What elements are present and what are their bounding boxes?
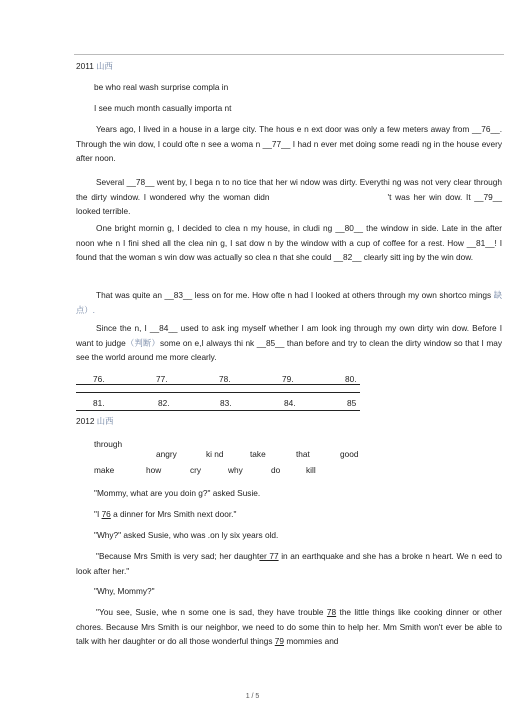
dialogue-line-1: "Mommy, what are you doin g?" asked Susie.: [94, 488, 261, 498]
wordbank-word: do: [271, 465, 281, 475]
paragraph-1: Years ago, I lived in a house in a large city. The hous e n ext door was only a few meters away from __76__. Through the win dow, I could ofte n see a woma n __77__ I had n ever met doing some readi ng in the house every after noon.: [76, 124, 502, 163]
dialogue-paragraph-6: "You see, Susie, whe n some one is sad, they have trouble 78 the little things like cooking dinner or other chores. Because Mrs Smith is our neighbor, we need to do some thin to help her. Mm Smith won't ever be able to talk with her daughter or do all those wonderful things 79 mommies and: [76, 607, 502, 646]
answer-rule-bottom: [76, 410, 360, 411]
paragraph-5: Since the n, I __84__ used to ask ing myself whether I am look ing through my own dirty win dow. Before I want to judge（判断）some on e,I always thi nk __85__ than before and try to clean the dirty window so that I may see the world around me more clearly.: [76, 323, 503, 362]
answer-label: 84.: [284, 398, 296, 408]
answer-label: 79.: [282, 374, 294, 384]
wordbank-through: through: [94, 439, 123, 449]
dialogue-paragraph-4: "Because Mrs Smith is very sad; her daughter 77 in an earthquake and she has a broke n heart. We n eed to look after her.": [76, 551, 502, 576]
wordbank-word: angry: [156, 449, 177, 459]
wordbank-word: that: [296, 449, 310, 459]
dialogue-line-2: "I 76 a dinner for Mrs Smith next door.": [94, 509, 237, 519]
wordbank-word: kill: [306, 465, 316, 475]
page-number: 1 / 5: [245, 693, 260, 700]
dialogue-line-5: "Why, Mommy?": [94, 586, 155, 596]
section2-heading: 2012 山西: [76, 416, 114, 426]
answer-label: 85: [347, 398, 357, 408]
wordbank-word: good: [340, 449, 359, 459]
paragraph-3: One bright mornin g, I decided to clea n my house, in cludi ng __80__ the window in side. Late in the after noon whe n I fini shed all the clea nin g, I sat dow n by the window with a cup of coffee for a rest. How __81__! I found that the woman s win dow was actually so clea n that she could __82__ clearly sitt ing by the win dow.: [76, 223, 502, 262]
paragraph-4: That was quite an __83__ less on for me. How ofte n had I looked at others through my own shortco mings 缺点）.: [76, 290, 502, 315]
wordbank-word: how: [146, 465, 162, 475]
wordbank-line-2: I see much month casually importa nt: [94, 103, 232, 113]
answer-label: 83.: [220, 398, 232, 408]
answer-label: 77.: [156, 374, 168, 384]
answer-rule-middle: [76, 392, 360, 393]
answer-label: 82.: [158, 398, 170, 408]
answer-label: 78.: [219, 374, 231, 384]
answer-label: 76.: [93, 374, 105, 384]
header-rule: [74, 54, 504, 55]
paragraph-2: Several __78__ went by, I bega n to no tice that her wi ndow was dirty. Everythi ng was not very clear through the dirty window. I wondered why the woman didn 't was her win dow. It __79__ looked terrible.: [76, 177, 502, 216]
answer-rule-top: [76, 384, 360, 385]
dialogue-line-3: "Why?" asked Susie, who was .on ly six years old.: [94, 530, 279, 540]
section1-heading: 2011 山西: [76, 61, 113, 71]
wordbank-line-1: be who real wash surprise compla in: [94, 82, 229, 92]
wordbank-word: cry: [190, 465, 202, 475]
wordbank-word: why: [228, 465, 243, 475]
wordbank-word: ki nd: [206, 449, 224, 459]
wordbank-word: take: [250, 449, 266, 459]
wordbank-word: make: [94, 465, 115, 475]
answer-label: 80.: [345, 374, 357, 384]
answer-label: 81.: [93, 398, 105, 408]
